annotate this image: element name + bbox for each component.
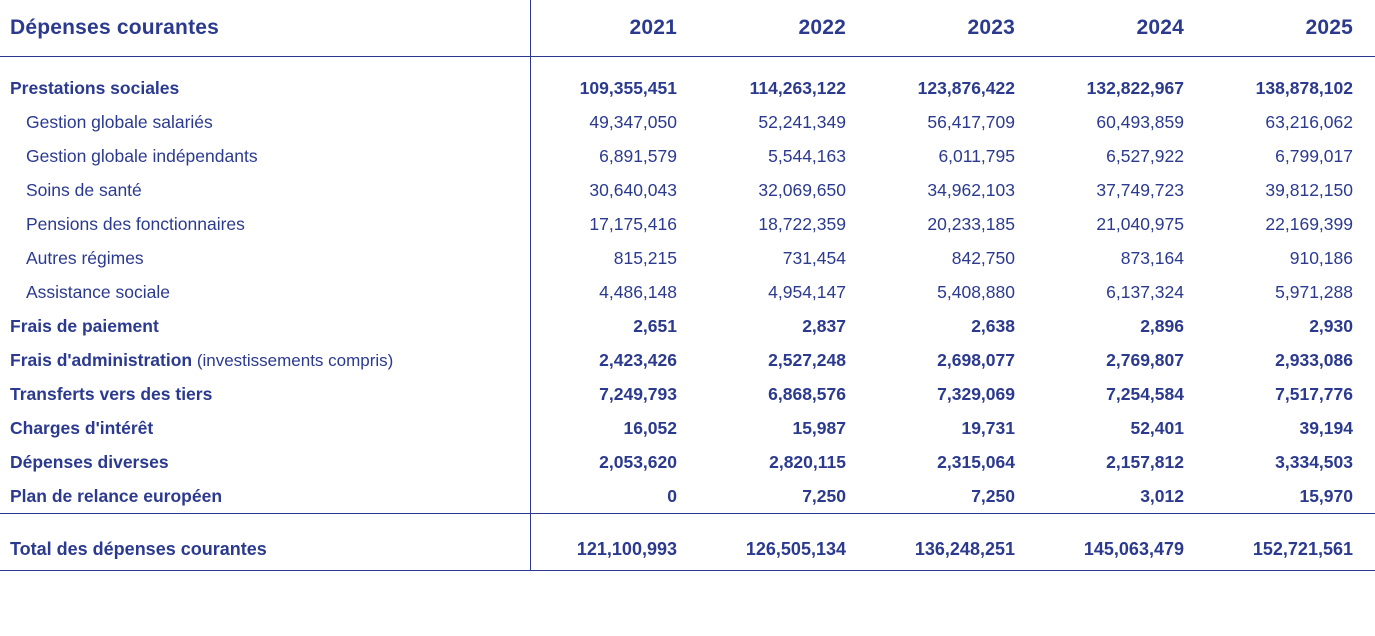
row-value: 63,216,062 — [1265, 111, 1353, 132]
row-value: 2,651 — [633, 315, 677, 336]
total-row-value: 152,721,561 — [1252, 538, 1353, 559]
bottom-rule-cell — [1206, 571, 1375, 572]
row-value: 52,241,349 — [758, 111, 846, 132]
row-value: 2,769,807 — [1106, 349, 1184, 370]
total-row-value: 121,100,993 — [576, 538, 677, 559]
row-value: 7,329,069 — [937, 383, 1015, 404]
row-label — [0, 445, 530, 479]
row-value: 3,334,503 — [1275, 451, 1353, 472]
bottom-rule-cell — [699, 571, 868, 572]
row-value: 2,157,812 — [1106, 451, 1184, 472]
row-label-text: Gestion globale indépendants — [26, 145, 258, 166]
row-value: 56,417,709 — [927, 111, 1015, 132]
table-header-row — [0, 0, 1375, 57]
total-row — [0, 528, 1375, 571]
spacer-cell — [1206, 514, 1375, 528]
column-header-year-2022: 2022 — [798, 16, 846, 39]
table-row — [0, 207, 1375, 241]
row-value: 2,837 — [802, 315, 846, 336]
spacer-before-total — [0, 514, 1375, 528]
row-value: 32,069,650 — [758, 179, 846, 200]
row-value: 2,896 — [1140, 315, 1184, 336]
row-value: 2,315,064 — [937, 451, 1015, 472]
row-value: 873,164 — [1120, 247, 1184, 268]
total-row-label: Total des dépenses courantes — [0, 528, 530, 571]
row-value: 16,052 — [623, 417, 677, 438]
spacer-cell — [868, 57, 1037, 71]
row-value: 842,750 — [951, 247, 1015, 268]
row-value: 22,169,399 — [1265, 213, 1353, 234]
spacer-cell — [530, 514, 699, 528]
row-value: 123,876,422 — [917, 77, 1015, 98]
spacer-cell — [0, 514, 530, 528]
row-value: 2,820,115 — [769, 451, 846, 472]
row-value: 6,868,576 — [768, 383, 846, 404]
row-value: 2,930 — [1309, 315, 1353, 336]
table-row — [0, 377, 1375, 411]
row-label-text: Soins de santé — [26, 179, 142, 200]
row-value: 18,722,359 — [758, 213, 846, 234]
row-label — [0, 411, 530, 445]
row-value: 7,254,584 — [1106, 383, 1184, 404]
row-label — [0, 275, 530, 309]
row-label-text: Charges d'intérêt — [10, 417, 154, 438]
row-value: 910,186 — [1289, 247, 1353, 268]
column-header-year-2021: 2021 — [629, 16, 677, 39]
row-value: 6,799,017 — [1275, 145, 1353, 166]
row-value: 109,355,451 — [579, 77, 677, 98]
table-header — [0, 0, 1375, 57]
row-value: 5,408,880 — [937, 281, 1015, 302]
row-label-text: Frais d'administration — [10, 349, 193, 370]
row-value: 4,486,148 — [599, 281, 677, 302]
table-row — [0, 309, 1375, 343]
row-label — [0, 479, 530, 514]
spacer-after-header — [0, 57, 1375, 71]
bottom-rule — [0, 571, 1375, 572]
row-value: 2,933,086 — [1275, 349, 1353, 370]
row-value: 5,544,163 — [768, 145, 846, 166]
row-label — [0, 241, 530, 275]
row-label — [0, 309, 530, 343]
row-value: 19,731 — [961, 417, 1015, 438]
row-value: 6,011,795 — [938, 145, 1015, 166]
table-row — [0, 241, 1375, 275]
row-label-text: Prestations sociales — [10, 77, 180, 98]
spacer-cell — [868, 514, 1037, 528]
row-value: 2,638 — [971, 315, 1015, 336]
row-value: 52,401 — [1130, 417, 1184, 438]
row-value: 6,527,922 — [1106, 145, 1184, 166]
row-label — [0, 343, 530, 377]
row-value: 2,527,248 — [768, 349, 846, 370]
row-value: 39,194 — [1299, 417, 1353, 438]
row-value: 138,878,102 — [1255, 77, 1353, 98]
table-row — [0, 105, 1375, 139]
row-value: 132,822,967 — [1086, 77, 1184, 98]
row-value: 815,215 — [613, 247, 677, 268]
spacer-cell — [699, 514, 868, 528]
row-label-note: (investissements compris) — [192, 350, 394, 370]
bottom-rule-cell — [868, 571, 1037, 572]
row-label — [0, 207, 530, 241]
table-body — [0, 57, 1375, 572]
row-value: 2,423,426 — [599, 349, 677, 370]
row-value: 37,749,723 — [1096, 179, 1184, 200]
total-row-value: 145,063,479 — [1083, 538, 1184, 559]
row-label-text: Gestion globale salariés — [26, 111, 213, 132]
column-header-year-2025: 2025 — [1305, 16, 1353, 39]
bottom-rule-cell — [530, 571, 699, 572]
row-value: 60,493,859 — [1096, 111, 1184, 132]
row-value: 15,987 — [792, 417, 846, 438]
row-value: 4,954,147 — [768, 281, 846, 302]
row-value: 7,250 — [802, 485, 846, 506]
spacer-cell — [1037, 514, 1206, 528]
row-value: 17,175,416 — [589, 213, 677, 234]
row-label — [0, 173, 530, 207]
column-header-year-2024: 2024 — [1136, 16, 1184, 39]
table-row — [0, 445, 1375, 479]
spacer-cell — [1037, 57, 1206, 71]
row-value: 0 — [667, 485, 677, 506]
row-value: 49,347,050 — [589, 111, 677, 132]
spacer-cell — [699, 57, 868, 71]
row-value: 114,263,122 — [749, 77, 846, 98]
bottom-rule-cell — [0, 571, 530, 572]
row-label-text: Pensions des fonctionnaires — [26, 213, 245, 234]
total-row-value: 126,505,134 — [745, 538, 846, 559]
row-label — [0, 105, 530, 139]
row-value: 7,249,793 — [599, 383, 677, 404]
row-label-text: Dépenses diverses — [10, 451, 169, 472]
row-label-text: Plan de relance européen — [10, 485, 223, 506]
row-value: 15,970 — [1299, 485, 1353, 506]
row-value: 2,053,620 — [599, 451, 677, 472]
row-value: 2,698,077 — [937, 349, 1015, 370]
row-value: 5,971,288 — [1275, 281, 1353, 302]
row-label-text: Autres régimes — [26, 247, 144, 268]
row-value: 20,233,185 — [927, 213, 1015, 234]
table-row — [0, 479, 1375, 514]
row-value: 3,012 — [1140, 485, 1184, 506]
row-value: 7,250 — [971, 485, 1015, 506]
spacer-cell — [0, 57, 530, 71]
table-row — [0, 173, 1375, 207]
row-value: 21,040,975 — [1096, 213, 1184, 234]
column-header-year-2023: 2023 — [967, 16, 1015, 39]
table-row — [0, 275, 1375, 309]
row-label-text: Assistance sociale — [26, 281, 170, 302]
table-row — [0, 343, 1375, 377]
row-value: 34,962,103 — [927, 179, 1015, 200]
table-row — [0, 139, 1375, 173]
row-label-text: Frais de paiement — [10, 315, 159, 336]
row-label — [0, 71, 530, 105]
row-label-text: Transferts vers des tiers — [10, 383, 213, 404]
row-label — [0, 377, 530, 411]
spacer-cell — [1206, 57, 1375, 71]
row-value: 7,517,776 — [1275, 383, 1353, 404]
spacer-cell — [530, 57, 699, 71]
row-label — [0, 139, 530, 173]
row-value: 6,137,324 — [1106, 281, 1184, 302]
table-row — [0, 71, 1375, 105]
table-row — [0, 411, 1375, 445]
row-value: 731,454 — [782, 247, 846, 268]
row-value: 39,812,150 — [1265, 179, 1353, 200]
total-row-value: 136,248,251 — [914, 538, 1015, 559]
table-title: Dépenses courantes — [0, 0, 530, 57]
row-value: 30,640,043 — [589, 179, 677, 200]
row-value: 6,891,579 — [599, 145, 677, 166]
bottom-rule-cell — [1037, 571, 1206, 572]
